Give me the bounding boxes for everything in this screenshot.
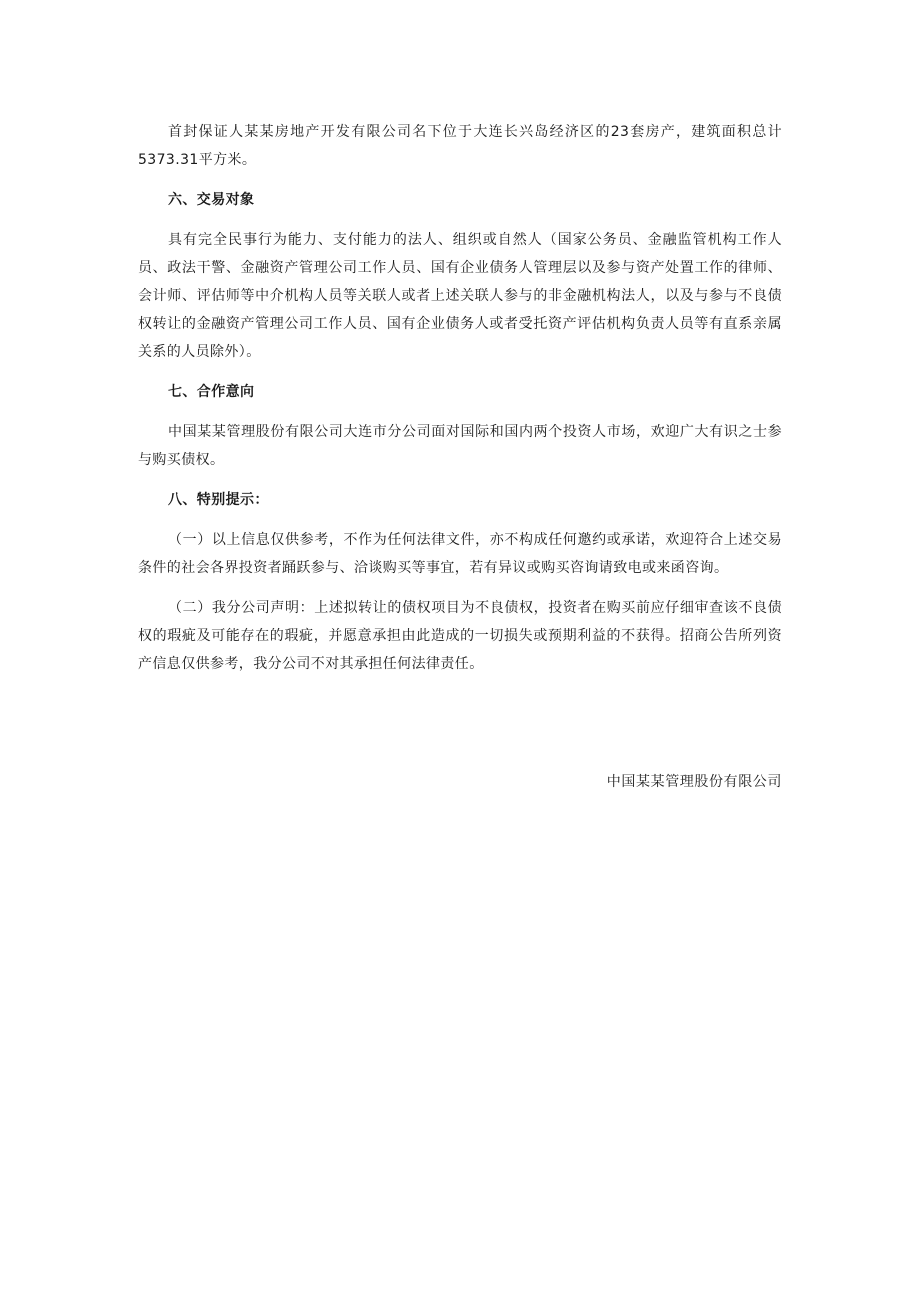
special-notice-item-1: （一）以上信息仅供参考，不作为任何法律文件，亦不构成任何邀约或承诺，欢迎符合上述交易条件的社会各界投资者踊跃参与、洽谈购买等事宜，若有异议或购买咨询请致电或来函咨询。 bbox=[138, 532, 782, 576]
section-heading-trading-parties: 六、交易对象 bbox=[168, 192, 255, 208]
special-notice-item-2: （二）我分公司声明：上述拟转让的债权项目为不良债权，投资者在购买前应仔细审查该不良债权的瑕疵及可能存在的瑕疵，并愿意承担由此造成的一切损失或预期利益的不获得。招商公告所列资产信息仅供参考，我分公司不对其承担任何法律责任。 bbox=[138, 600, 782, 672]
intro-paragraph: 首封保证人某某房地产开发有限公司名下位于大连长兴岛经济区的23套房产，建筑面积总计5373.31平方米。 bbox=[138, 124, 782, 168]
company-signature: 中国某某管理股份有限公司 bbox=[606, 774, 782, 790]
document-body bbox=[138, 118, 782, 690]
section-paragraph-cooperation: 中国某某管理股份有限公司大连市分公司面对国际和国内两个投资人市场，欢迎广大有识之士参与购买债权。 bbox=[138, 424, 782, 468]
section-paragraph-trading-parties: 具有完全民事行为能力、支付能力的法人、组织或自然人（国家公务员、金融监管机构工作人员、政法干警、金融资产管理公司工作人员、国有企业债务人管理层以及参与资产处置工作的律师、会计师、评估师等中介机构人员等关联人或者上述关联人参与的非金融机构法人，以及与参与不良债权转让的金融资产管理公司工作人员、国有企业债务人或者受托资产评估机构负责人员等有直系亲属关系的人员除外）。 bbox=[138, 232, 782, 360]
section-heading-cooperation: 七、合作意向 bbox=[168, 384, 255, 400]
section-heading-special-notice: 八、特别提示： bbox=[168, 492, 269, 508]
